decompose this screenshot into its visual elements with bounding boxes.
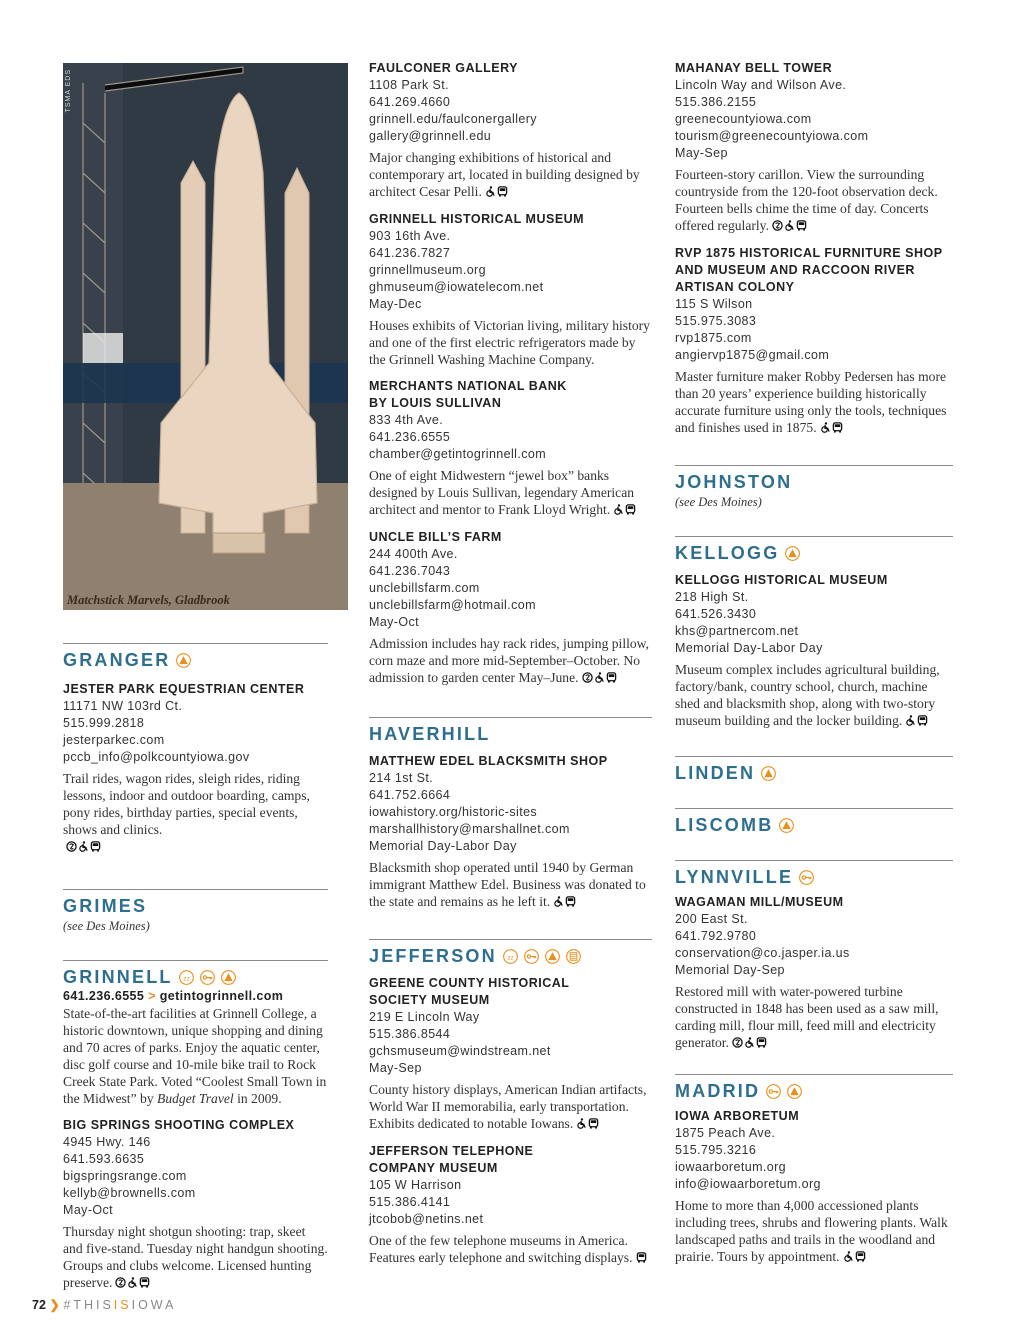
entry-phone[interactable]: 641.269.4660 <box>369 95 451 109</box>
chevron-right-icon: ❯ <box>49 1298 60 1312</box>
wheelchair-icon <box>820 422 831 433</box>
entry-description: Museum complex includes agricultural building, factory/bank, country school, church, machine shed and blacksmith shop, along with two-story museum building and the locker building. <box>675 662 940 728</box>
city-liscomb <box>675 808 953 836</box>
city-grinnell <box>63 960 328 988</box>
entry-name: MATTHEW EDEL BLACKSMITH SHOP <box>369 754 608 768</box>
food-icon <box>566 949 581 964</box>
entry-website[interactable]: rvp1875.com <box>675 331 752 345</box>
amenity-icons <box>612 502 636 519</box>
entry-phone[interactable]: 515.386.8544 <box>369 1027 451 1041</box>
wheelchair-icon <box>744 1037 755 1048</box>
entry-address: Lincoln Way and Wilson Ave. <box>675 78 847 92</box>
entry-website[interactable]: grinnellmuseum.org <box>369 263 486 277</box>
bus-icon <box>606 672 617 683</box>
city-title: LINDEN <box>675 763 756 783</box>
entry-description: Master furniture maker Robby Pedersen has more than 20 years’ experience building historically accurate furniture using only the tools, techniques and finishes used in 1875. <box>675 369 947 435</box>
entry-address: 214 1st St. <box>369 771 434 785</box>
entry-address: 219 E Lincoln Way <box>369 1010 480 1024</box>
entry-name-line2: BY LOUIS SULLIVAN <box>369 396 502 410</box>
amenity-icons <box>575 1116 599 1133</box>
entry-name: BIG SPRINGS SHOOTING COMPLEX <box>63 1118 295 1132</box>
entry-website[interactable]: jesterparkec.com <box>63 733 165 747</box>
amenity-icons <box>731 1035 767 1052</box>
entry-email[interactable]: unclebillsfarm@hotmail.com <box>369 598 536 612</box>
entry-jester-park <box>63 681 328 856</box>
city-jefferson <box>369 939 652 967</box>
entry-description: Fourteen-story carillon. View the surrounding countryside from the 120-foot observation deck. Fourteen bells chime the time of day. Concerts offered regularly. <box>675 167 938 233</box>
entry-website[interactable]: iowahistory.org/historic-sites <box>369 805 538 819</box>
bus-icon <box>565 896 576 907</box>
entry-address: 903 16th Ave. <box>369 229 451 243</box>
lodging-icon <box>503 949 518 964</box>
entry-name: KELLOGG HISTORICAL MUSEUM <box>675 573 888 587</box>
entry-email[interactable]: gchsmuseum@windstream.net <box>369 1044 551 1058</box>
entry-uncle-bills-farm <box>369 529 652 687</box>
language-icon <box>115 1277 126 1288</box>
entry-phone[interactable]: 641.236.6555 <box>369 430 451 444</box>
entry-name-line2: AND MUSEUM AND RACCOON RIVER <box>675 263 915 277</box>
entry-name: GRINNELL HISTORICAL MUSEUM <box>369 212 585 226</box>
entry-description: County history displays, American Indian artifacts, World War II memorabilia, early transportation. Exhibits dedicated to notable Iowans. <box>369 1082 647 1131</box>
bus-icon <box>139 1277 150 1288</box>
entry-name: IOWA ARBORETUM <box>675 1109 800 1123</box>
entry-email[interactable]: ghmuseum@iowatelecom.net <box>369 280 544 294</box>
entry-website[interactable]: bigspringsrange.com <box>63 1169 187 1183</box>
entry-mahanay-bell-tower <box>675 60 953 235</box>
city-title: KELLOGG <box>675 543 780 563</box>
city-phone[interactable]: 641.236.6555 <box>63 989 145 1003</box>
attraction-triangle-icon <box>545 949 560 964</box>
key-icon <box>799 870 814 885</box>
entry-address: 105 W Harrison <box>369 1178 462 1192</box>
entry-email[interactable]: info@iowaarboretum.org <box>675 1177 821 1191</box>
bus-icon <box>917 715 928 726</box>
bus-icon <box>497 186 508 197</box>
attraction-triangle-icon <box>221 970 236 985</box>
column-3 <box>675 60 953 1266</box>
column-1 <box>63 60 328 1292</box>
entry-name: FAULCONER GALLERY <box>369 61 519 75</box>
entry-description: Blacksmith shop operated until 1940 by German immigrant Matthew Edel. Business was donated to the state and remains as he left it. <box>369 860 646 909</box>
wheelchair-icon <box>485 186 496 197</box>
entry-iowa-arboretum <box>675 1108 953 1266</box>
entry-rvp-1875 <box>675 245 953 437</box>
city-description: State-of-the-art facilities at Grinnell College, a historic downtown, unique shopping and dining and 70 acres of parks. Enjoy the aquatic center, disc golf course and 10-mile bike trail to Rock Creek State Park. Voted “Coolest Small Town in the Midwest” by Budget Travel in 2009. <box>63 1006 327 1106</box>
attraction-triangle-icon <box>787 1084 802 1099</box>
city-grimes <box>63 889 328 934</box>
entry-address: 1875 Peach Ave. <box>675 1126 776 1140</box>
city-haverhill <box>369 717 652 745</box>
wheelchair-icon <box>78 841 89 852</box>
entry-season: May-Oct <box>369 615 420 629</box>
entry-description: Admission includes hay rack rides, jumping pillow, corn maze and more mid-September–October. No admission to garden center May–June. <box>369 636 650 685</box>
entry-name: JESTER PARK EQUESTRIAN CENTER <box>63 682 305 696</box>
city-title: GRINNELL <box>63 967 173 987</box>
key-icon <box>200 970 215 985</box>
amenity-icons <box>842 1249 866 1266</box>
entry-phone[interactable]: 641.792.9780 <box>675 929 757 943</box>
entry-phone[interactable]: 641.593.6635 <box>63 1152 145 1166</box>
entry-phone[interactable]: 641.526.3430 <box>675 607 757 621</box>
attraction-triangle-icon <box>785 546 800 561</box>
entry-description: Restored mill with water-powered turbine constructed in 1848 has been used as a saw mill, carding mill, flour mill, feed mill and electricity generator. <box>675 984 939 1050</box>
entry-email[interactable]: conservation@co.jasper.ia.us <box>675 946 850 960</box>
entry-season: Memorial Day-Labor Day <box>369 839 517 853</box>
entry-address: 833 4th Ave. <box>369 413 444 427</box>
city-johnston <box>675 465 953 510</box>
entry-phone[interactable]: 641.236.7043 <box>369 564 451 578</box>
amenity-icons <box>65 839 101 856</box>
entry-phone[interactable]: 515.975.3083 <box>675 314 757 328</box>
attraction-triangle-icon <box>779 818 794 833</box>
entry-website[interactable]: unclebillsfarm.com <box>369 581 480 595</box>
entry-wagaman-mill <box>675 894 953 1052</box>
entry-address: 244 400th Ave. <box>369 547 458 561</box>
entry-name: MAHANAY BELL TOWER <box>675 61 833 75</box>
entry-phone[interactable]: 515.386.2155 <box>675 95 757 109</box>
entry-address: 1108 Park St. <box>369 78 450 92</box>
amenity-icons <box>114 1275 150 1292</box>
city-lynnville <box>675 860 953 888</box>
entry-name: JEFFERSON TELEPHONE <box>369 1144 534 1158</box>
see-also: (see Des Moines) <box>675 495 762 509</box>
entry-phone[interactable]: 641.236.7827 <box>369 246 451 260</box>
city-title: JEFFERSON <box>369 946 497 966</box>
city-website[interactable]: getintogrinnell.com <box>159 989 284 1003</box>
bus-icon <box>588 1118 599 1129</box>
entry-season: Memorial Day-Labor Day <box>675 641 823 655</box>
entry-season: Memorial Day-Sep <box>675 963 785 977</box>
city-title: HAVERHILL <box>369 724 491 744</box>
bus-icon <box>796 220 807 231</box>
entry-email[interactable]: pccb_info@polkcountyiowa.gov <box>63 750 250 764</box>
city-title: GRIMES <box>63 896 148 916</box>
entry-season: May-Sep <box>369 1061 422 1075</box>
wheelchair-icon <box>905 715 916 726</box>
city-linden <box>675 756 953 784</box>
attraction-triangle-icon <box>176 653 191 668</box>
language-icon <box>732 1037 743 1048</box>
wheelchair-icon <box>127 1277 138 1288</box>
entry-description: Home to more than 4,000 accessioned plants including trees, shrubs and flowering plants. Walk landscaped paths and trails in the woodland and prairie. Tours by appointment. <box>675 1198 948 1264</box>
city-title: LISCOMB <box>675 815 774 835</box>
entry-jefferson-telephone <box>369 1143 652 1267</box>
amenity-icons <box>581 670 617 687</box>
city-contact <box>63 988 328 1005</box>
amenity-icons <box>635 1250 647 1267</box>
entry-address: 4945 Hwy. 146 <box>63 1135 151 1149</box>
amenity-icons <box>484 184 508 201</box>
entry-big-springs <box>63 1117 328 1292</box>
city-madrid <box>675 1074 953 1102</box>
wheelchair-icon <box>594 672 605 683</box>
see-also: (see Des Moines) <box>63 919 150 933</box>
language-icon <box>66 841 77 852</box>
entry-website[interactable]: greenecountyiowa.com <box>675 112 812 126</box>
entry-email[interactable]: tourism@greenecountyiowa.com <box>675 129 869 143</box>
amenity-icons <box>819 420 843 437</box>
entry-greene-county-museum <box>369 975 652 1133</box>
entry-description: Trail rides, wagon rides, sleigh rides, riding lessons, indoor and outdoor boarding, camps, pony rides, birthday parties, special events, shows and clinics. <box>63 770 328 856</box>
entry-name: RVP 1875 HISTORICAL FURNITURE SHOP <box>675 246 943 260</box>
entry-website[interactable]: grinnell.edu/faulconergallery <box>369 112 537 126</box>
wheelchair-icon <box>784 220 795 231</box>
column-2 <box>369 60 652 1267</box>
entry-address: 115 S Wilson <box>675 297 753 311</box>
entry-description: One of eight Midwestern “jewel box” banks designed by Louis Sullivan, legendary American architect and mentor to Frank Lloyd Wright. <box>369 467 652 519</box>
entry-season: May-Sep <box>675 146 728 160</box>
entry-phone[interactable]: 515.795.3216 <box>675 1143 757 1157</box>
entry-name-line2: COMPANY MUSEUM <box>369 1161 498 1175</box>
photo-credit: TSMA EDS <box>65 69 72 113</box>
entry-matthew-edel <box>369 753 652 911</box>
entry-address: 218 High St. <box>675 590 749 604</box>
entry-address: 11171 NW 103rd Ct. <box>63 699 183 713</box>
entry-phone[interactable]: 641.752.6664 <box>369 788 451 802</box>
entry-email[interactable]: chamber@getintogrinnell.com <box>369 447 547 461</box>
entry-merchants-national-bank <box>369 378 652 519</box>
entry-website[interactable]: iowaarboretum.org <box>675 1160 787 1174</box>
entry-email[interactable]: jtcobob@netins.net <box>369 1212 484 1226</box>
city-title: LYNNVILLE <box>675 867 794 887</box>
bus-icon <box>756 1037 767 1048</box>
bus-icon <box>832 422 843 433</box>
entry-name: WAGAMAN MILL/MUSEUM <box>675 895 844 909</box>
amenity-icons <box>904 713 928 730</box>
key-icon <box>524 949 539 964</box>
entry-description: Houses exhibits of Victorian living, military history and one of the first electric refrigerators made by the Grinnell Washing Machine Company. <box>369 318 650 367</box>
hashtag: #THISISIOWA <box>63 1298 177 1312</box>
arrow-icon: > <box>148 989 156 1003</box>
photo-caption: Matchstick Marvels, Gladbrook <box>67 593 230 607</box>
wheelchair-icon <box>553 896 564 907</box>
entry-name: MERCHANTS NATIONAL BANK <box>369 379 567 393</box>
entry-address: 200 East St. <box>675 912 748 926</box>
attraction-triangle-icon <box>761 766 776 781</box>
amenity-icons <box>771 218 807 235</box>
entry-name: UNCLE BILL’S FARM <box>369 530 502 544</box>
city-title: MADRID <box>675 1081 761 1101</box>
bus-icon <box>636 1252 647 1263</box>
bus-icon <box>90 841 101 852</box>
entry-phone[interactable]: 515.999.2818 <box>63 716 145 730</box>
entry-name: GREENE COUNTY HISTORICAL <box>369 976 570 990</box>
language-icon <box>582 672 593 683</box>
amenity-icons <box>552 894 576 911</box>
page-number: 72 <box>32 1298 46 1312</box>
wheelchair-icon <box>843 1251 854 1262</box>
entry-grinnell-historical-museum <box>369 211 652 368</box>
entry-faulconer-gallery <box>369 60 652 201</box>
city-title: GRANGER <box>63 650 171 670</box>
entry-phone[interactable]: 515.386.4141 <box>369 1195 451 1209</box>
entry-email[interactable]: angiervp1875@gmail.com <box>675 348 830 362</box>
page-footer <box>32 1297 176 1312</box>
language-icon <box>772 220 783 231</box>
entry-email[interactable]: gallery@grinnell.edu <box>369 129 492 143</box>
entry-email[interactable]: marshallhistory@marshallnet.com <box>369 822 570 836</box>
city-title: JOHNSTON <box>675 472 793 492</box>
entry-kellogg-historical-museum <box>675 572 953 730</box>
entry-description: One of the few telephone museums in America. Features early telephone and switching displays. <box>369 1232 652 1267</box>
wheelchair-icon <box>576 1118 587 1129</box>
entry-season: May-Dec <box>369 297 422 311</box>
entry-season: May-Oct <box>63 1203 114 1217</box>
entry-name-line2: SOCIETY MUSEUM <box>369 993 490 1007</box>
bus-icon <box>855 1251 866 1262</box>
entry-description: Major changing exhibitions of historical and contemporary art, located in building designed by architect Cesar Pelli. <box>369 150 640 199</box>
entry-description: Thursday night shotgun shooting: trap, skeet and five-stand. Tuesday night handgun shooting. Groups and clubs welcome. Licensed hunting preserve. <box>63 1224 328 1290</box>
bus-icon <box>625 504 636 515</box>
city-kellogg <box>675 536 953 564</box>
city-granger <box>63 643 328 671</box>
key-icon <box>766 1084 781 1099</box>
lodging-icon <box>179 970 194 985</box>
entry-name-line3: ARTISAN COLONY <box>675 280 795 294</box>
entry-email[interactable]: kellyb@brownells.com <box>63 1186 196 1200</box>
wheelchair-icon <box>613 504 624 515</box>
entry-email[interactable]: khs@partnercom.net <box>675 624 799 638</box>
